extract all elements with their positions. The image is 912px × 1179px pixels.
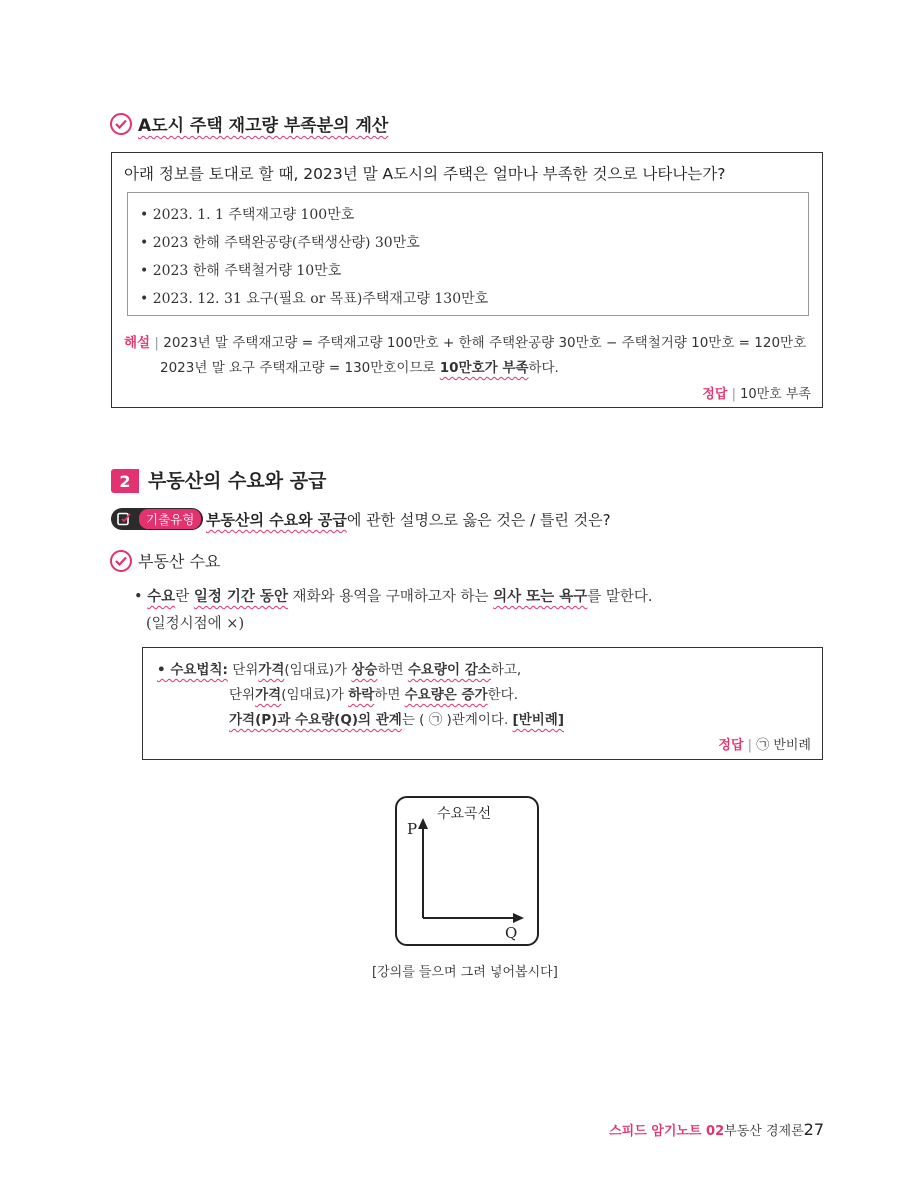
law-line2 <box>229 683 518 703</box>
text: (임대료)가 <box>284 662 352 678</box>
definition-note: (일정시점에 ×) <box>146 616 245 632</box>
answer-value: ㉠ 반비례 <box>756 738 811 753</box>
answer-label: 정답 <box>702 387 728 402</box>
bullet: • <box>134 589 148 605</box>
emphasis: 가격 <box>255 687 282 703</box>
footer-subject: 부동산 경제론 <box>724 1124 804 1139</box>
page-footer <box>609 1120 824 1139</box>
check-circle-icon <box>110 550 132 572</box>
answer-line: 정답 | ㉠ 반비례 <box>718 738 811 753</box>
text: 단위 <box>229 687 256 703</box>
explanation-emphasis: 10만호가 부족 <box>439 360 529 376</box>
graph-title: 수요곡선 <box>437 806 492 822</box>
explanation-label: 해설 <box>124 335 151 351</box>
answer-label: 정답 <box>718 738 744 753</box>
law-line3 <box>229 708 564 728</box>
question-text: 아래 정보를 토대로 할 때, 2023년 말 A도시의 주택은 얼마나 부족한 것으로 나타나는가? <box>124 165 726 183</box>
page-number: 27 <box>803 1120 824 1139</box>
text: 는 ( ㉠ )관계이다. <box>401 712 513 728</box>
text: 하면 <box>377 662 408 678</box>
graph-caption: [강의를 들으며 그려 넣어봅시다] <box>372 965 558 980</box>
text: 란 <box>175 589 194 605</box>
text: 하고, <box>490 662 522 678</box>
check-circle-icon <box>110 113 132 135</box>
subheading <box>110 549 220 572</box>
explanation-line2 <box>160 356 559 376</box>
explanation-line1: 해설 | 2023년 말 주택재고량 = 주택재고량 100만호 + 한해 주택완공량 30만호 − 주택철거량 10만호 = 120만호 <box>124 335 807 351</box>
term-emphasis: 일정 기간 동안 <box>193 588 288 605</box>
text: 한다. <box>487 687 518 703</box>
law-line1 <box>157 658 521 678</box>
explanation-text: 2023년 말 요구 주택재고량 = 130만호이므로 <box>160 360 440 376</box>
y-axis-arrow-icon <box>418 818 428 829</box>
x-axis-arrow-icon <box>513 913 524 923</box>
text: 하면 <box>374 687 405 703</box>
graph-y-label: P <box>407 820 418 838</box>
section1-header <box>110 111 388 136</box>
text: 재화와 용역을 구매하고자 하는 <box>287 589 494 605</box>
definition-bullet <box>134 585 652 606</box>
term-emphasis: 의사 또는 욕구 <box>493 588 588 605</box>
law-label: • 수요법칙: <box>157 662 228 678</box>
answer-line: 정답 | 10만호 부족 <box>702 387 811 402</box>
graph-axes <box>395 796 539 946</box>
emphasis: [반비례] <box>512 712 564 728</box>
emphasis: 상승 <box>351 662 378 678</box>
text: (임대료)가 <box>281 687 349 703</box>
exam-type-emphasis: 부동산의 수요와 공급 <box>206 511 347 529</box>
info-item: • 2023 한해 주택철거량 10만호 <box>140 263 342 279</box>
exam-type-tag <box>111 508 203 530</box>
info-item: • 2023. 1. 1 주택재고량 100만호 <box>140 207 355 223</box>
term-emphasis: 수요 <box>147 588 176 605</box>
exam-type-label: 기출유형 <box>139 509 201 529</box>
exam-type-question <box>206 509 611 530</box>
section-number-badge: 2 <box>111 469 139 493</box>
info-item: • 2023 한해 주택완공량(주택생산량) 30만호 <box>140 235 420 251</box>
footer-series: 스피드 암기노트 02 <box>609 1124 725 1139</box>
section1-heading: A도시 주택 재고량 부족분의 계산 <box>138 116 389 136</box>
emphasis: 하락 <box>348 687 375 703</box>
explanation-text: 하다. <box>528 360 559 376</box>
explanation-text: 2023년 말 주택재고량 = 주택재고량 100만호 + 한해 주택완공량 30만호 − 주택철거량 10만호 = 120만호 <box>163 335 807 351</box>
exam-type-text: 에 관한 설명으로 옳은 것은 / 틀린 것은? <box>346 511 611 529</box>
section2-title: 부동산의 수요와 공급 <box>148 470 327 492</box>
emphasis: 가격 <box>258 662 285 678</box>
graph-x-label: Q <box>505 924 518 942</box>
emphasis: 수요량은 증가 <box>404 687 488 703</box>
text: 단위 <box>227 662 259 678</box>
answer-value: 10만호 부족 <box>740 387 811 402</box>
edit-note-icon <box>115 510 133 528</box>
emphasis: 가격(P)과 수요량(Q)의 관계 <box>229 712 402 728</box>
subheading-text: 부동산 수요 <box>138 552 221 571</box>
emphasis: 수요량이 감소 <box>407 662 491 678</box>
info-item: • 2023. 12. 31 요구(필요 or 목표)주택재고량 130만호 <box>140 291 489 307</box>
text: 를 말한다. <box>587 589 653 605</box>
